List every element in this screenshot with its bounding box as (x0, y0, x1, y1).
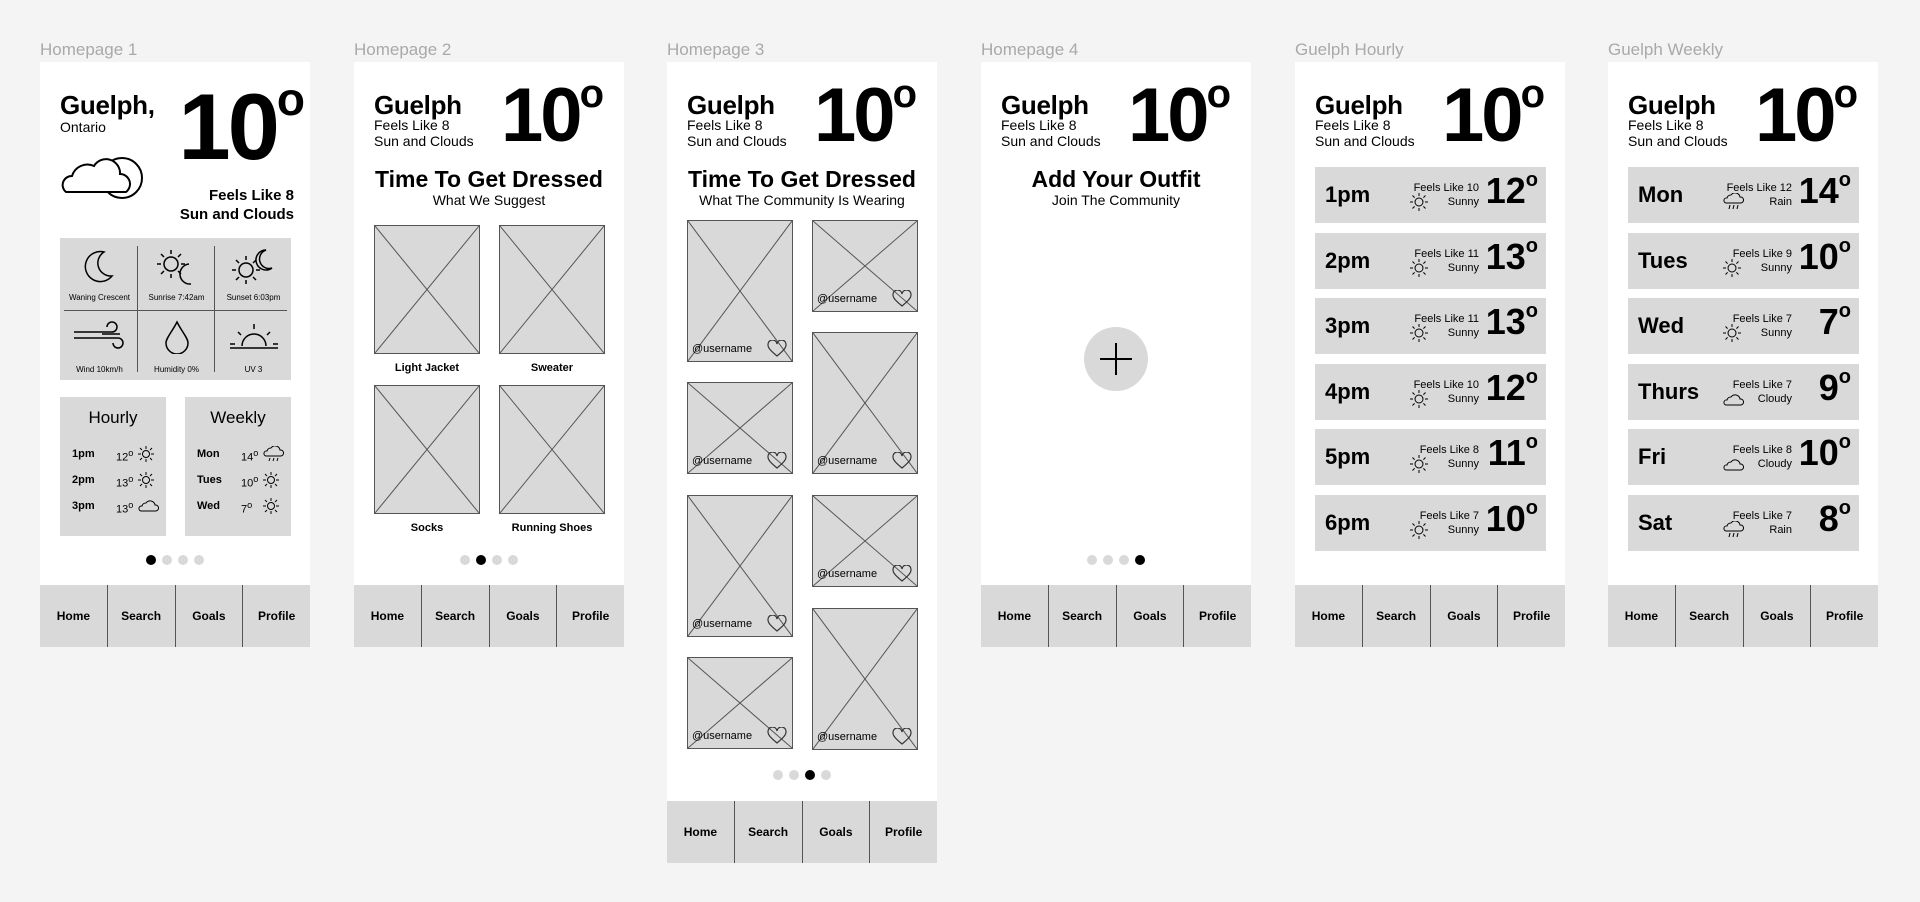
weekly-row[interactable] (1628, 429, 1859, 485)
weekly-row-label: Fri (1638, 444, 1667, 469)
page-indicator (354, 555, 624, 565)
sunset-cell: Sunset 6:03pm (214, 238, 293, 308)
nav-profile[interactable]: Profile (556, 585, 624, 647)
hourly-condition: Sunny (1447, 523, 1479, 536)
weekly-card-row: Tues 10$^o$ (197, 474, 279, 486)
weekly-row[interactable] (1628, 298, 1859, 354)
sun-icon (263, 498, 279, 514)
rain-icon (1723, 521, 1741, 539)
page-indicator (40, 555, 310, 565)
section-subtitle: Join The Community (1051, 192, 1181, 208)
frame-label: Homepage 4 (981, 40, 1079, 59)
city-name: Guelph (1001, 90, 1089, 120)
sun-icon (1410, 390, 1428, 408)
page-dot[interactable] (773, 770, 783, 780)
heart-icon[interactable] (892, 728, 912, 746)
sunrise-cell: Sunrise 7:42am (137, 238, 216, 308)
weekly-row[interactable] (1628, 495, 1859, 551)
nav-home[interactable]: Home (1624, 609, 1659, 623)
page-dot[interactable] (194, 555, 204, 565)
hourly-temperature: 13$^o$ (1485, 300, 1538, 342)
sun-icon (1410, 455, 1428, 473)
plus-icon (1084, 327, 1148, 391)
page-dot[interactable] (492, 555, 502, 565)
bottom-nav (354, 585, 624, 647)
hourly-temperature: 11$^o$ (1487, 431, 1538, 473)
hourly-card[interactable]: Hourly 1pm 12$^o$ 2pm 13$^o$ 3pm 13$^o$ (60, 397, 166, 536)
post-username[interactable]: @username (817, 568, 878, 580)
section-subtitle: What The Community Is Wearing (699, 192, 905, 208)
current-temperature: 10$^o$ (1755, 72, 1858, 158)
sunset-icon (232, 248, 276, 288)
hourly-condition: Sunny (1447, 196, 1479, 208)
uv-sun-icon (226, 320, 282, 352)
hourly-feels-like: Feels Like 10 (1413, 378, 1479, 391)
sun-icon (1723, 324, 1741, 342)
page-indicator (667, 770, 937, 780)
hourly-row[interactable] (1315, 233, 1546, 289)
province-label: Ontario (60, 119, 106, 135)
community-post[interactable] (687, 382, 793, 474)
hourly-row[interactable] (1315, 167, 1546, 223)
homepage-3-frame (667, 62, 937, 863)
city-name: Guelph (687, 90, 775, 120)
nav-home[interactable]: Home (1311, 609, 1346, 623)
weekly-feels-like: Feels Like 12 (1726, 182, 1792, 194)
post-username[interactable]: @username (692, 455, 753, 467)
page-indicator (981, 555, 1251, 565)
weekly-card-row: Wed 7$^o$ (197, 500, 279, 512)
page-dot[interactable] (508, 555, 518, 565)
hourly-row-label: 5pm (1325, 444, 1371, 469)
hourly-condition: Sunny (1447, 327, 1479, 339)
hourly-row-label: 3pm (1325, 313, 1371, 338)
sun-icon (1410, 193, 1428, 211)
nav-search[interactable]: Search (107, 585, 175, 647)
nav-search[interactable]: Search (1048, 585, 1116, 647)
weekly-card[interactable]: Weekly Mon 14$^o$ Tues 10$^o$ Wed 7$^o$ (185, 397, 291, 536)
nav-goals[interactable]: Goals (802, 801, 870, 863)
sun-icon (138, 446, 154, 462)
weekly-temperature: 8$^o$ (1818, 496, 1851, 539)
page-dot[interactable] (1087, 555, 1097, 565)
nav-home[interactable]: Home (683, 825, 718, 839)
water-drop-icon (162, 320, 192, 354)
frame-label: Homepage 3 (667, 40, 765, 59)
city-name: Guelph (374, 90, 462, 120)
cloud-icon (1723, 390, 1741, 408)
page-dot[interactable] (460, 555, 470, 565)
weekly-row-label: Mon (1638, 182, 1684, 207)
section-title: Add Your Outfit (1031, 166, 1201, 192)
nav-goals[interactable]: Goals (489, 585, 557, 647)
outfit-item-label: Sweater (530, 362, 574, 374)
page-dot[interactable] (146, 555, 156, 565)
page-dot[interactable] (1135, 555, 1145, 565)
cloud-icon (1723, 455, 1741, 473)
section-title: Time To Get Dressed (688, 166, 916, 192)
hourly-row[interactable] (1315, 364, 1546, 420)
weekly-row-label: Sat (1638, 509, 1673, 535)
weekly-row-label: Tues (1638, 247, 1688, 273)
hourly-frame (1295, 62, 1565, 647)
post-username[interactable]: @username (692, 343, 753, 355)
hourly-feels-like: Feels Like 10 (1413, 182, 1479, 194)
hourly-feels-like: Feels Like 11 (1414, 247, 1479, 260)
page-dot[interactable] (162, 555, 172, 565)
weekly-temperature: 10$^o$ (1798, 234, 1851, 277)
community-post[interactable] (812, 495, 918, 587)
humidity-cell: Humidity 0% (137, 310, 216, 380)
current-temperature: 10$^o$ (501, 72, 604, 158)
nav-search[interactable]: Search (1675, 585, 1743, 647)
bottom-nav (1608, 585, 1878, 647)
sun-icon (1410, 521, 1428, 539)
page-dot[interactable] (805, 770, 815, 780)
feels-like-summary: Feels Like 8 Sun and Clouds (179, 187, 294, 223)
post-username[interactable]: @username (692, 730, 753, 742)
bottom-nav (981, 585, 1251, 647)
weekly-condition: Sunny (1760, 327, 1792, 339)
nav-search[interactable]: Search (421, 585, 489, 647)
heart-icon[interactable] (767, 452, 787, 470)
outfit-image-placeholder[interactable] (374, 225, 480, 354)
hourly-condition: Sunny (1447, 392, 1479, 405)
nav-home[interactable]: Home (370, 609, 405, 623)
community-post[interactable] (812, 220, 918, 312)
hourly-temperature: 12$^o$ (1485, 365, 1538, 408)
outfit-image-placeholder[interactable] (499, 385, 605, 514)
nav-search[interactable]: Search (734, 801, 802, 863)
weekly-frame (1608, 62, 1878, 647)
hourly-row-label: 4pm (1325, 378, 1371, 404)
nav-profile[interactable]: Profile (869, 801, 937, 863)
current-temperature: 10$^o$ (814, 72, 917, 158)
rain-icon (1723, 193, 1741, 211)
section-title: Time To Get Dressed (375, 166, 603, 192)
heart-icon[interactable] (767, 727, 787, 745)
weekly-temperature: 14$^o$ (1798, 169, 1851, 211)
post-username[interactable]: @username (692, 618, 753, 630)
nav-profile[interactable]: Profile (1810, 585, 1878, 647)
hourly-card-row: 1pm 12$^o$ (72, 448, 154, 460)
city-name: Guelph (1628, 90, 1716, 120)
nav-goals[interactable]: Goals (1430, 585, 1498, 647)
section-subtitle: What We Suggest (432, 192, 546, 208)
outfit-image-placeholder[interactable] (374, 385, 480, 514)
bottom-nav (667, 801, 937, 863)
moon-icon (82, 248, 118, 284)
weekly-feels-like: Feels Like 9 (1732, 247, 1792, 260)
hourly-feels-like: Feels Like 8 (1419, 444, 1479, 456)
sun-icon (1410, 324, 1428, 342)
page-dot[interactable] (789, 770, 799, 780)
weekly-row[interactable] (1628, 364, 1859, 420)
sun-icon (1410, 259, 1428, 277)
weekly-condition: Cloudy (1757, 392, 1792, 405)
page-dot[interactable] (821, 770, 831, 780)
page-dot[interactable] (178, 555, 188, 565)
hourly-temperature: 10$^o$ (1485, 496, 1538, 539)
weekly-feels-like: Feels Like 7 (1732, 313, 1792, 325)
weekly-feels-like: Feels Like 7 (1732, 509, 1792, 522)
rain-icon (263, 446, 285, 464)
page-dot[interactable] (476, 555, 486, 565)
nav-goals[interactable]: Goals (1116, 585, 1184, 647)
nav-home[interactable]: Home (997, 609, 1032, 623)
hourly-row[interactable] (1315, 495, 1546, 551)
conditions-summary: Feels Like 8 Sun and Clouds (1001, 117, 1101, 149)
hourly-condition: Sunny (1447, 261, 1479, 274)
heart-icon[interactable] (892, 290, 912, 308)
wind-icon (72, 320, 128, 350)
weekly-row-label: Wed (1638, 313, 1685, 338)
nav-profile[interactable]: Profile (1497, 585, 1565, 647)
current-temperature: 10$^o$ (1442, 72, 1545, 158)
sun-icon (138, 472, 154, 488)
nav-profile[interactable]: Profile (242, 585, 310, 647)
community-post[interactable] (687, 220, 793, 362)
hourly-condition: Sunny (1447, 458, 1479, 470)
conditions-summary: Feels Like 8 Sun and Clouds (1628, 117, 1728, 149)
frame-label: Homepage 2 (354, 40, 452, 59)
heart-icon[interactable] (767, 340, 787, 358)
weekly-condition: Cloudy (1757, 458, 1792, 470)
sun-icon (1723, 259, 1741, 277)
hourly-feels-like: Feels Like 7 (1419, 509, 1479, 522)
bottom-nav (1295, 585, 1565, 647)
weekly-row-label: Thurs (1638, 378, 1700, 404)
weekly-condition: Rain (1769, 196, 1792, 208)
post-username[interactable]: @username (817, 731, 878, 743)
community-post[interactable] (687, 495, 793, 637)
sun-icon (263, 472, 279, 488)
page-dot[interactable] (1103, 555, 1113, 565)
outfit-item-label: Light Jacket (394, 362, 460, 374)
frame-label: Homepage 1 (40, 40, 138, 59)
hourly-row-label: 1pm (1325, 182, 1371, 207)
wind-cell: Wind 10km/h (60, 310, 139, 380)
heart-icon[interactable] (892, 565, 912, 583)
bottom-nav (40, 585, 310, 647)
weekly-condition: Rain (1769, 523, 1792, 536)
weekly-row[interactable] (1628, 233, 1859, 289)
nav-home[interactable]: Home (56, 609, 91, 623)
homepage-1-frame (40, 62, 310, 647)
hourly-feels-like: Feels Like 11 (1414, 313, 1479, 325)
uv-cell: UV 3 (214, 310, 293, 380)
weekly-row[interactable] (1628, 167, 1859, 223)
hourly-temperature: 12$^o$ (1485, 169, 1538, 211)
current-temperature: 10$^o$ (178, 73, 305, 179)
hourly-row-label: 2pm (1325, 247, 1371, 273)
conditions-summary: Feels Like 8 Sun and Clouds (374, 117, 474, 149)
hourly-row[interactable] (1315, 429, 1546, 485)
city-name: Guelph (1315, 90, 1403, 120)
nav-search[interactable]: Search (1362, 585, 1430, 647)
hourly-row-label: 6pm (1325, 509, 1371, 535)
frame-label: Guelph Hourly (1295, 40, 1404, 59)
page-dot[interactable] (1119, 555, 1129, 565)
outfit-item-label: Socks (410, 522, 444, 534)
post-username[interactable]: @username (817, 293, 878, 305)
weekly-temperature: 10$^o$ (1798, 431, 1851, 473)
cloud-sun-icon (54, 146, 150, 204)
weekly-condition: Sunny (1760, 261, 1792, 274)
cloud-icon (138, 498, 160, 514)
current-temperature: 10$^o$ (1128, 72, 1231, 158)
homepage-2-frame (354, 62, 624, 647)
heart-icon[interactable] (767, 615, 787, 633)
conditions-summary: Feels Like 8 Sun and Clouds (1315, 117, 1415, 149)
weekly-feels-like: Feels Like 8 (1732, 444, 1792, 456)
post-username[interactable]: @username (817, 455, 878, 467)
sunrise-icon (155, 248, 199, 288)
frame-label: Guelph Weekly (1608, 40, 1723, 59)
moon-phase-cell: Waning Crescent (60, 238, 139, 308)
hourly-card-row: 2pm 13$^o$ (72, 474, 154, 486)
homepage-4-frame (981, 62, 1251, 647)
city-name: Guelph, (60, 90, 155, 120)
conditions-summary: Feels Like 8 Sun and Clouds (687, 117, 787, 149)
outfit-image-placeholder[interactable] (499, 225, 605, 354)
weekly-card-row: Mon 14$^o$ (197, 448, 279, 460)
hourly-temperature: 13$^o$ (1485, 234, 1538, 277)
community-post[interactable] (687, 657, 793, 749)
heart-icon[interactable] (892, 452, 912, 470)
add-outfit-button[interactable] (1084, 327, 1148, 391)
nav-goals[interactable]: Goals (175, 585, 243, 647)
hourly-row[interactable] (1315, 298, 1546, 354)
community-post[interactable] (812, 332, 918, 474)
community-post[interactable] (812, 608, 918, 750)
weekly-temperature: 7$^o$ (1818, 300, 1851, 342)
outfit-item-label: Running Shoes (511, 522, 593, 534)
nav-goals[interactable]: Goals (1743, 585, 1811, 647)
weather-details-grid (60, 238, 291, 380)
weekly-temperature: 9$^o$ (1818, 365, 1851, 408)
hourly-card-row: 3pm 13$^o$ (72, 500, 154, 512)
weekly-feels-like: Feels Like 7 (1732, 378, 1792, 391)
nav-profile[interactable]: Profile (1183, 585, 1251, 647)
